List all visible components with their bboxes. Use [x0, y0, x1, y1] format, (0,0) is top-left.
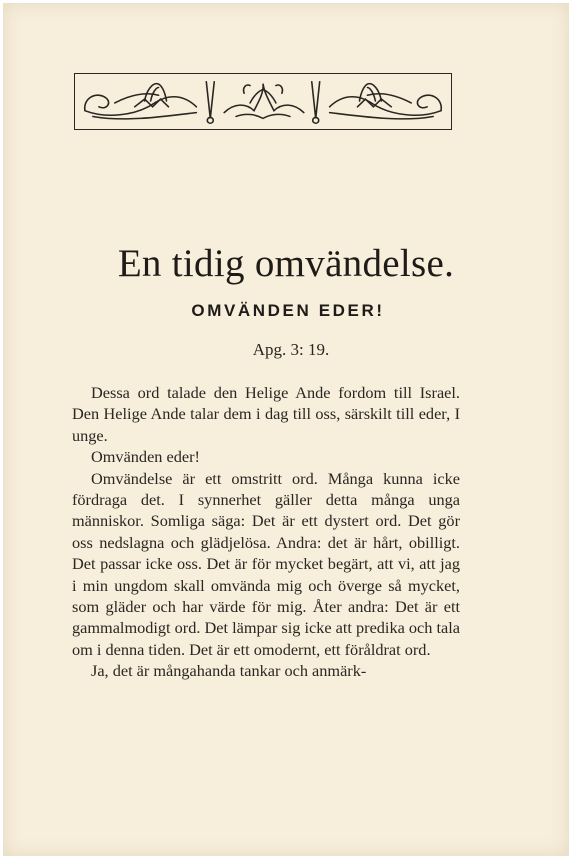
- subtitle: OMVÄNDEN EDER!: [191, 301, 385, 320]
- paragraph: Dessa ord talade den Helige Ande fordom till Israel. Den Helige Ande talar dem i dag till oss, särskilt till eder, I unge.: [72, 383, 460, 445]
- paragraph: Ja, det är mångahanda tankar och anmärk-: [91, 661, 367, 681]
- ornament-banner: [74, 73, 452, 130]
- body-text: [72, 382, 460, 682]
- paragraph: Omvändelse är ett omstritt ord. Många kunna icke fördraga det. I synnerhet gäller detta många unga människor. Somliga säga: Det är ett dystert ord. Det gör oss nedslagna och glädjelösa. Andra: det är hårt, obilligt. Det passar icke oss. Det är för mycket begärt, att vi, att jag i min ungdom skall omvända mig och överge så mycket, som gläder och har värde för mig. Åter andra: Det är ett gammalmodigt ord. Det lämpar sig icke att predika och tala om i denna tiden. Det är ett omodernt, ett föråldrat ord.: [72, 468, 460, 659]
- document-page: [3, 3, 569, 856]
- decorative-scroll-icon: [75, 74, 451, 129]
- paragraph: Omvänden eder!: [91, 447, 200, 467]
- bible-reference: Apg. 3: 19.: [252, 340, 330, 359]
- page-title: En tidig omvändelse.: [117, 242, 455, 285]
